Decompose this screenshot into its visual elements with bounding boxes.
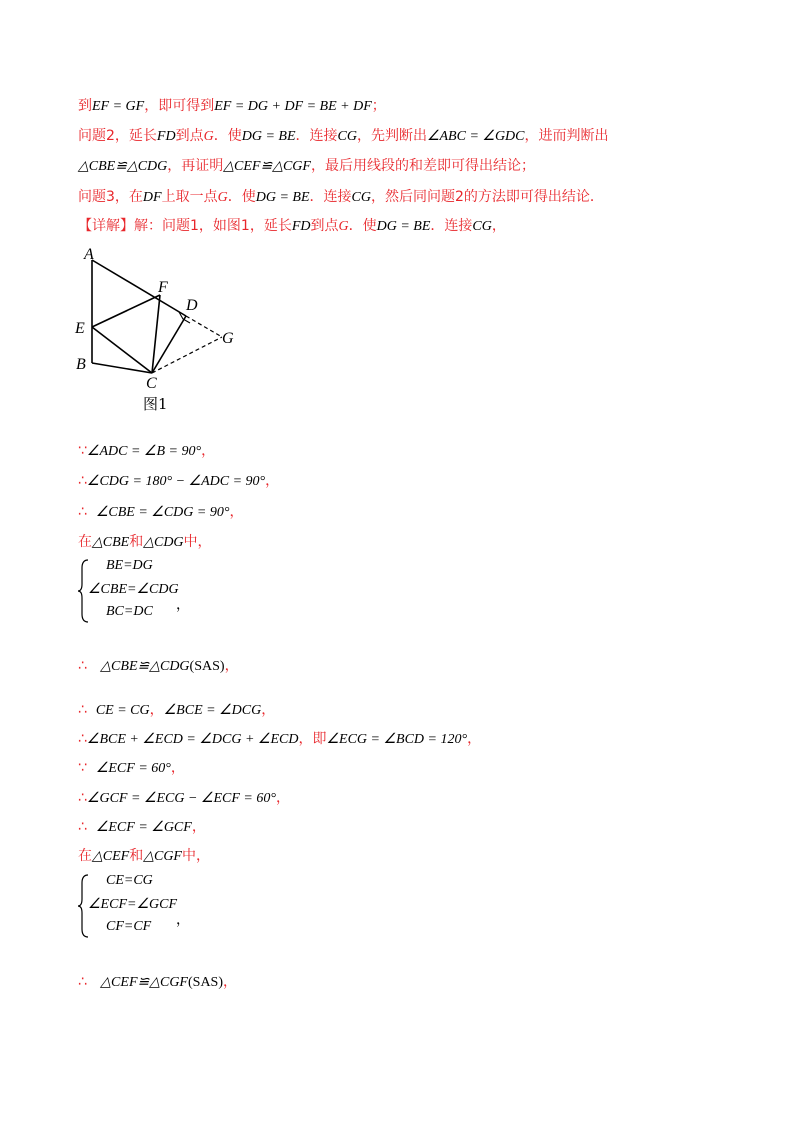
math-expr: ∠ABC = ∠GDC bbox=[426, 129, 525, 144]
figure-caption: 图1 bbox=[143, 395, 168, 413]
text: 在 bbox=[78, 534, 92, 550]
math-expr: △CEF≌△CGF bbox=[100, 975, 188, 990]
text: 中， bbox=[183, 534, 212, 550]
text: ，最后用线段的和差即可得出结论； bbox=[310, 158, 535, 174]
text: 到点 bbox=[310, 218, 339, 234]
math-expr: DG = BE bbox=[241, 129, 296, 144]
proof-step-3 bbox=[78, 502, 243, 523]
text: ．连接 bbox=[430, 218, 473, 234]
text: ，再证明 bbox=[167, 158, 224, 174]
intro-line-3 bbox=[78, 156, 535, 177]
math-expr: EF = GF bbox=[92, 99, 145, 114]
therefore-symbol: ∴ bbox=[78, 473, 87, 489]
geometry-figure-1 bbox=[70, 240, 260, 420]
equation-row: CF=CF bbox=[106, 919, 152, 934]
text: 解：问题1，如图1，延长 bbox=[134, 218, 292, 234]
math-expr: ∠CBE = ∠CDG = 90° bbox=[95, 505, 230, 520]
text: ， bbox=[176, 598, 190, 613]
text: ，进而判断出 bbox=[524, 128, 609, 144]
proof-step-10 bbox=[78, 817, 206, 838]
math-expr: △CBE≌△CDG bbox=[78, 159, 168, 174]
text: ， bbox=[261, 702, 276, 718]
equation-row: BC=DC bbox=[106, 604, 153, 619]
intro-line-5 bbox=[78, 216, 506, 237]
equation-row: ∠ECF=∠GCF bbox=[88, 897, 177, 912]
math-expr: ∠ECF = 60° bbox=[95, 761, 171, 776]
math-expr: △CEF≌△CGF bbox=[223, 159, 311, 174]
therefore-symbol: ∴ bbox=[78, 504, 87, 520]
text: ，即可得到 bbox=[144, 98, 215, 114]
text: ．连接 bbox=[295, 128, 338, 144]
segment-DG bbox=[186, 316, 222, 337]
text: ， bbox=[201, 443, 216, 459]
label-G: G bbox=[222, 330, 234, 347]
text: 上取一点 bbox=[161, 189, 218, 205]
math-expr: FD bbox=[291, 219, 311, 234]
text: ，先判断出 bbox=[356, 128, 427, 144]
text: ， bbox=[191, 819, 206, 835]
intro-line-4 bbox=[78, 187, 604, 208]
proof-step-9 bbox=[78, 788, 290, 809]
proof-step-5 bbox=[78, 656, 239, 677]
therefore-symbol: ∴ bbox=[78, 790, 87, 806]
math-expr: G bbox=[203, 129, 214, 144]
proof-step-2 bbox=[78, 471, 279, 492]
proof-step-12 bbox=[78, 972, 237, 993]
because-symbol: ∵ bbox=[78, 760, 87, 776]
segment-BC bbox=[92, 363, 152, 373]
proof-step-8 bbox=[78, 758, 185, 779]
proof-step-1 bbox=[78, 441, 215, 462]
math-expr: DG = BE bbox=[376, 219, 431, 234]
text: 中， bbox=[182, 848, 210, 864]
math-expr: FD bbox=[156, 129, 176, 144]
detail-tag: 【详解】 bbox=[78, 218, 134, 234]
math-expr: G bbox=[338, 219, 349, 234]
label-D: D bbox=[186, 297, 198, 314]
segment-EF bbox=[92, 295, 160, 327]
text: ； bbox=[371, 98, 386, 114]
math-expr: EF = DG + DF = BE + DF bbox=[214, 99, 372, 114]
math-expr: CG bbox=[351, 190, 371, 205]
math-expr: △CDG bbox=[143, 535, 184, 550]
text: ， bbox=[275, 790, 290, 806]
text: ， bbox=[467, 731, 482, 747]
label-F: F bbox=[158, 279, 168, 296]
text: 问题2，延长 bbox=[78, 128, 157, 144]
intro-line-2 bbox=[78, 126, 609, 147]
segment-AD bbox=[92, 260, 186, 316]
intro-line-1 bbox=[78, 96, 386, 117]
text: ， bbox=[224, 658, 239, 674]
therefore-symbol: ∴ bbox=[78, 974, 87, 990]
text: ， bbox=[223, 974, 238, 990]
text: ， bbox=[170, 760, 185, 776]
math-expr: ∠ECG = ∠BCD = 120° bbox=[326, 732, 468, 747]
math-expr: (SAS) bbox=[189, 659, 225, 674]
math-expr: ∠GCF = ∠ECG − ∠ECF = 60° bbox=[86, 791, 276, 806]
math-expr: CE = CG bbox=[95, 703, 150, 718]
proof-step-4 bbox=[78, 532, 212, 553]
math-expr: △CBE≌△CDG bbox=[100, 659, 190, 674]
text: 到 bbox=[78, 98, 92, 114]
text: ．使 bbox=[348, 218, 377, 234]
math-expr: CG bbox=[337, 129, 357, 144]
math-expr: △CGF bbox=[143, 849, 182, 864]
math-expr: ∠ADC = ∠B = 90° bbox=[86, 444, 202, 459]
therefore-symbol: ∴ bbox=[78, 819, 87, 835]
text: ， bbox=[491, 218, 506, 234]
therefore-symbol: ∴ bbox=[78, 658, 87, 674]
label-E: E bbox=[75, 320, 85, 337]
label-C: C bbox=[146, 375, 157, 392]
math-expr: ∠BCE = ∠DCG bbox=[163, 703, 262, 718]
equation-row: ∠CBE=∠CDG bbox=[88, 582, 179, 597]
text: 问题3，在 bbox=[78, 189, 143, 205]
label-A: A bbox=[84, 246, 94, 263]
math-expr: ∠CDG = 180° − ∠ADC = 90° bbox=[86, 474, 266, 489]
proof-step-7 bbox=[78, 729, 481, 750]
proof-step-11 bbox=[78, 846, 210, 867]
math-expr: △CBE bbox=[92, 535, 130, 550]
equation-row: BE=DG bbox=[106, 558, 153, 573]
text: ， bbox=[265, 473, 280, 489]
proof-step-6 bbox=[78, 700, 275, 721]
equation-row: CE=CG bbox=[106, 873, 153, 888]
text: ，即 bbox=[298, 731, 327, 747]
math-expr: ∠BCE + ∠ECD = ∠DCG + ∠ECD bbox=[86, 732, 299, 747]
equation-system-1 bbox=[78, 558, 218, 624]
math-expr: DF bbox=[142, 190, 162, 205]
label-B: B bbox=[76, 356, 86, 373]
segment-EC bbox=[92, 327, 152, 373]
text: 和 bbox=[129, 848, 144, 864]
text: 和 bbox=[129, 534, 144, 550]
text: ．连接 bbox=[309, 189, 352, 205]
because-symbol: ∵ bbox=[78, 443, 87, 459]
math-expr: ∠ECF = ∠GCF bbox=[95, 820, 192, 835]
text: ， bbox=[229, 504, 244, 520]
math-expr: DG = BE bbox=[255, 190, 310, 205]
math-expr: CG bbox=[472, 219, 492, 234]
therefore-symbol: ∴ bbox=[78, 702, 87, 718]
text: ．使 bbox=[227, 189, 256, 205]
therefore-symbol: ∴ bbox=[78, 731, 87, 747]
text: ．使 bbox=[213, 128, 242, 144]
text: 到点 bbox=[175, 128, 204, 144]
text: 在 bbox=[78, 848, 92, 864]
math-expr: G bbox=[217, 190, 228, 205]
text: ，然后同问题2的方法即可得出结论． bbox=[370, 189, 604, 205]
math-expr: (SAS) bbox=[188, 975, 224, 990]
equation-system-2 bbox=[78, 873, 218, 939]
text: ， bbox=[176, 913, 190, 928]
math-expr: △CEF bbox=[92, 849, 130, 864]
text: ， bbox=[149, 702, 164, 718]
